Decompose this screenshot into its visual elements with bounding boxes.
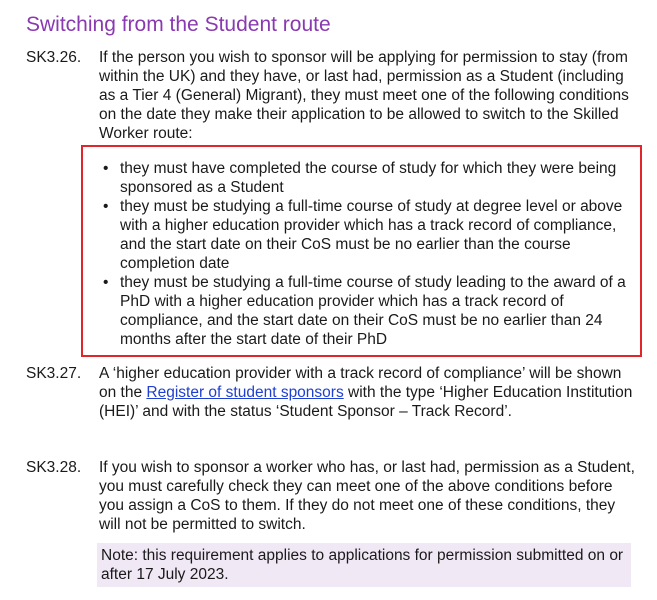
condition-text: they must have completed the course of study for which they were being sponsored as a Student [120,160,617,196]
list-item [100,273,630,349]
paragraph-number: SK3.26. [26,49,82,66]
note-box [97,543,631,587]
paragraph-text: If you wish to sponsor a worker who has, or last had, permission as a Student, you must carefully check they can meet one of the above conditions before you assign a CoS to them. If they do not meet one of these conditions, they will not be permitted to switch. [99,459,635,533]
paragraph-number: SK3.28. [26,459,82,476]
text-after-link: with the type ‘Higher Education Institution (HEI)’ and with the status ‘Student Sponsor – Track Record’. [99,384,633,420]
section-heading: Switching from the Student route [26,13,331,36]
bullet-icon: • [103,160,109,177]
text-before-link: A ‘higher education provider with a track record of compliance’ will be shown on the [99,365,622,401]
paragraph-text [99,364,639,421]
bullet-icon: • [103,274,109,291]
conditions-list [100,159,630,349]
paragraph-sk3-26 [26,48,636,143]
paragraph-sk3-28 [26,458,636,534]
condition-text: they must be studying a full-time course of study at degree level or above with a higher education provider which has a track record of compliance, and the start date on their CoS must be no earlier than the course completion date [120,198,623,272]
register-of-student-sponsors-link[interactable]: Register of student sponsors [146,384,344,401]
note-text: Note: this requirement applies to applications for permission submitted on or after 17 July 2023. [101,547,624,583]
list-item [100,159,630,197]
bullet-icon: • [103,198,109,215]
paragraph-sk3-27 [26,364,636,421]
paragraph-number: SK3.27. [26,365,82,382]
condition-text: they must be studying a full-time course of study leading to the award of a PhD with a higher education provider which has a track record of compliance, and the start date on their CoS must be no earlier than 24 months after the start date of their PhD [120,274,626,348]
paragraph-text: If the person you wish to sponsor will be applying for permission to stay (from within the UK) and they have, or last had, permission as a Student (including as a Tier 4 (General) Migrant), they must meet one of the following conditions on the date they make their application to be allowed to switch to the Skilled Worker route: [99,49,629,142]
list-item [100,197,630,273]
